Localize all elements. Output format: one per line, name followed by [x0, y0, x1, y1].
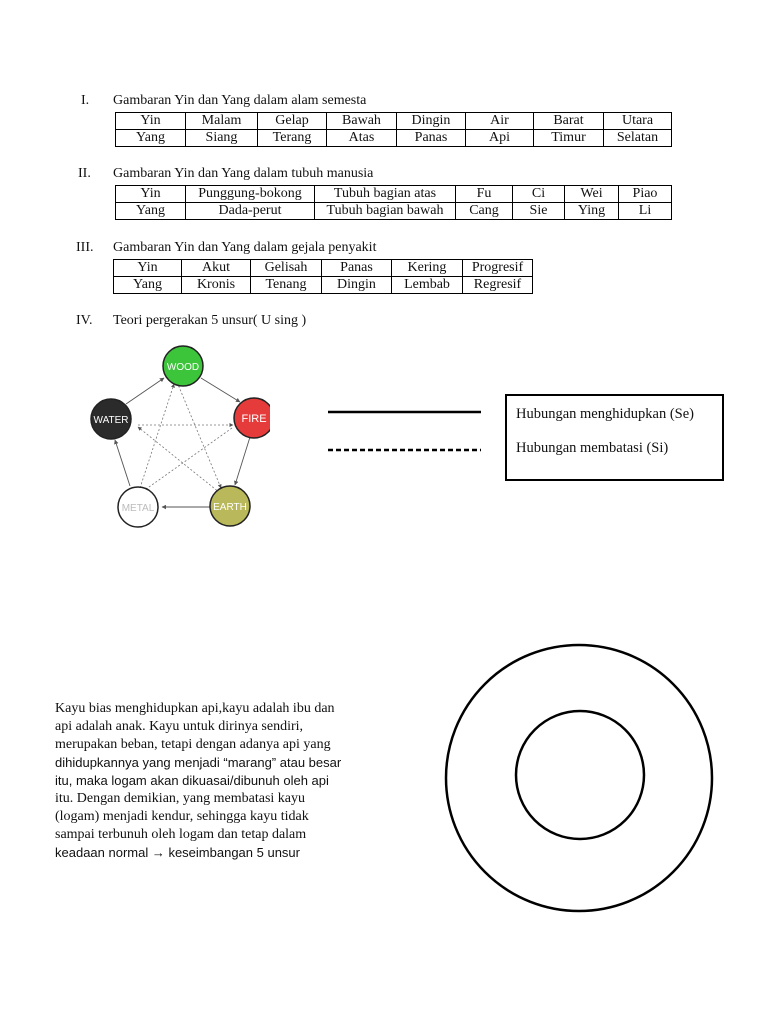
- arrow-wood-to-fire: [201, 378, 240, 402]
- table-cell: Regresif: [463, 277, 533, 294]
- paragraph-line: merupakan beban, tetapi dengan adanya api yang: [55, 737, 331, 752]
- table-cell: Dingin: [397, 113, 466, 130]
- outer-circle: [446, 645, 712, 911]
- table-cell: Utara: [604, 113, 672, 130]
- table-cell: Ci: [513, 186, 565, 203]
- node-wood: [163, 346, 203, 386]
- table-cell: Bawah: [327, 113, 397, 130]
- table-tubuh-manusia: [115, 185, 672, 220]
- legend-box: [505, 394, 724, 481]
- table-cell: Dada-perut: [186, 203, 315, 220]
- table-alam-semesta: [115, 112, 672, 147]
- table-row: [116, 203, 672, 220]
- table-cell: Dingin: [322, 277, 392, 294]
- earth-label: EARTH: [213, 502, 247, 513]
- table-cell: Panas: [322, 260, 392, 277]
- arrow-earth-to-water: [138, 427, 220, 493]
- table-cell: Gelisah: [251, 260, 322, 277]
- arrow-metal-to-water: [115, 440, 130, 486]
- table-cell: Yin: [116, 186, 186, 203]
- table-cell: Piao: [619, 186, 672, 203]
- table-cell: Barat: [534, 113, 604, 130]
- table-cell: Li: [619, 203, 672, 220]
- legend-solid-label: Hubungan menghidupkan (Se): [516, 406, 694, 422]
- table-row: [114, 277, 533, 294]
- table-cell: Cang: [456, 203, 513, 220]
- paragraph-line: api adalah anak. Kayu untuk dirinya sendiri,: [55, 719, 304, 734]
- legend-dashed-label: Hubungan membatasi (Si): [516, 440, 669, 456]
- arrow-wood-to-earth: [177, 382, 221, 488]
- legend-lines: [325, 404, 485, 456]
- table-cell: Progresif: [463, 260, 533, 277]
- wood-label: WOOD: [166, 362, 200, 373]
- section-1-title: Gambaran Yin dan Yang dalam alam semesta: [113, 93, 367, 108]
- section-1-number: I.: [81, 93, 90, 108]
- table-cell: Sie: [513, 203, 565, 220]
- table-cell: Selatan: [604, 130, 672, 147]
- table-cell: Yang: [116, 130, 186, 147]
- fire-label: FIRE: [241, 413, 267, 425]
- section-4-title: Teori pergerakan 5 unsur( U sing ): [113, 313, 307, 328]
- table-cell: Air: [466, 113, 534, 130]
- arrow-water-to-wood: [126, 378, 164, 404]
- table-cell: Kronis: [182, 277, 251, 294]
- table-cell: Lembab: [392, 277, 463, 294]
- table-cell: Panas: [397, 130, 466, 147]
- table-cell: Ying: [565, 203, 619, 220]
- five-elements-diagram: [80, 340, 270, 540]
- section-3-number: III.: [76, 240, 94, 255]
- section-4-number: IV.: [76, 313, 93, 328]
- table-cell: Wei: [565, 186, 619, 203]
- controlling-cycle: [138, 382, 233, 493]
- table-cell: Yang: [114, 277, 182, 294]
- table-cell: Tubuh bagian atas: [315, 186, 456, 203]
- table-cell: Yin: [116, 113, 186, 130]
- table-cell: Api: [466, 130, 534, 147]
- table-row: [114, 260, 533, 277]
- node-earth: [210, 486, 250, 526]
- inner-circle: [516, 711, 644, 839]
- metal-label: METAL: [121, 503, 155, 514]
- table-cell: Malam: [186, 113, 258, 130]
- paragraph-line: itu. Dengan demikian, yang membatasi kayu: [55, 791, 305, 806]
- table-row: [116, 130, 672, 147]
- paragraph-line: keadaan normal → keseimbangan 5 unsur: [55, 845, 300, 860]
- table-cell: Yin: [114, 260, 182, 277]
- table-cell: Tenang: [251, 277, 322, 294]
- node-fire: [234, 398, 270, 438]
- table-cell: Akut: [182, 260, 251, 277]
- table-cell: Fu: [456, 186, 513, 203]
- water-label: WATER: [93, 415, 129, 426]
- paragraph-line: sampai terbunuh oleh logam dan tetap dalam: [55, 827, 307, 842]
- table-cell: Atas: [327, 130, 397, 147]
- paragraph-line: dihidupkannya yang menjadi “marang” atau besar: [55, 755, 342, 770]
- table-row: [116, 113, 672, 130]
- table-row: [116, 186, 672, 203]
- table-cell: Gelap: [258, 113, 327, 130]
- paragraph-line: itu, maka logam akan dikuasai/dibunuh oleh api: [55, 773, 329, 788]
- section-2-title: Gambaran Yin dan Yang dalam tubuh manusia: [113, 166, 374, 181]
- section-3-title: Gambaran Yin dan Yang dalam gejala penyakit: [113, 240, 377, 255]
- node-water: [91, 399, 131, 439]
- concentric-circles: [440, 636, 720, 920]
- table-cell: Terang: [258, 130, 327, 147]
- explanation-paragraph: [55, 700, 357, 862]
- table-cell: Kering: [392, 260, 463, 277]
- table-cell: Timur: [534, 130, 604, 147]
- arrow-fire-to-earth: [235, 437, 250, 485]
- table-cell: Tubuh bagian bawah: [315, 203, 456, 220]
- section-2-number: II.: [78, 166, 91, 181]
- table-cell: Siang: [186, 130, 258, 147]
- paragraph-line: (logam) menjadi kendur, sehingga kayu tidak: [55, 809, 309, 824]
- table-gejala-penyakit: [113, 259, 533, 294]
- node-metal: [118, 487, 158, 527]
- table-cell: Yang: [116, 203, 186, 220]
- table-cell: Punggung-bokong: [186, 186, 315, 203]
- paragraph-line: Kayu bias menghidupkan api,kayu adalah ibu dan: [55, 701, 335, 716]
